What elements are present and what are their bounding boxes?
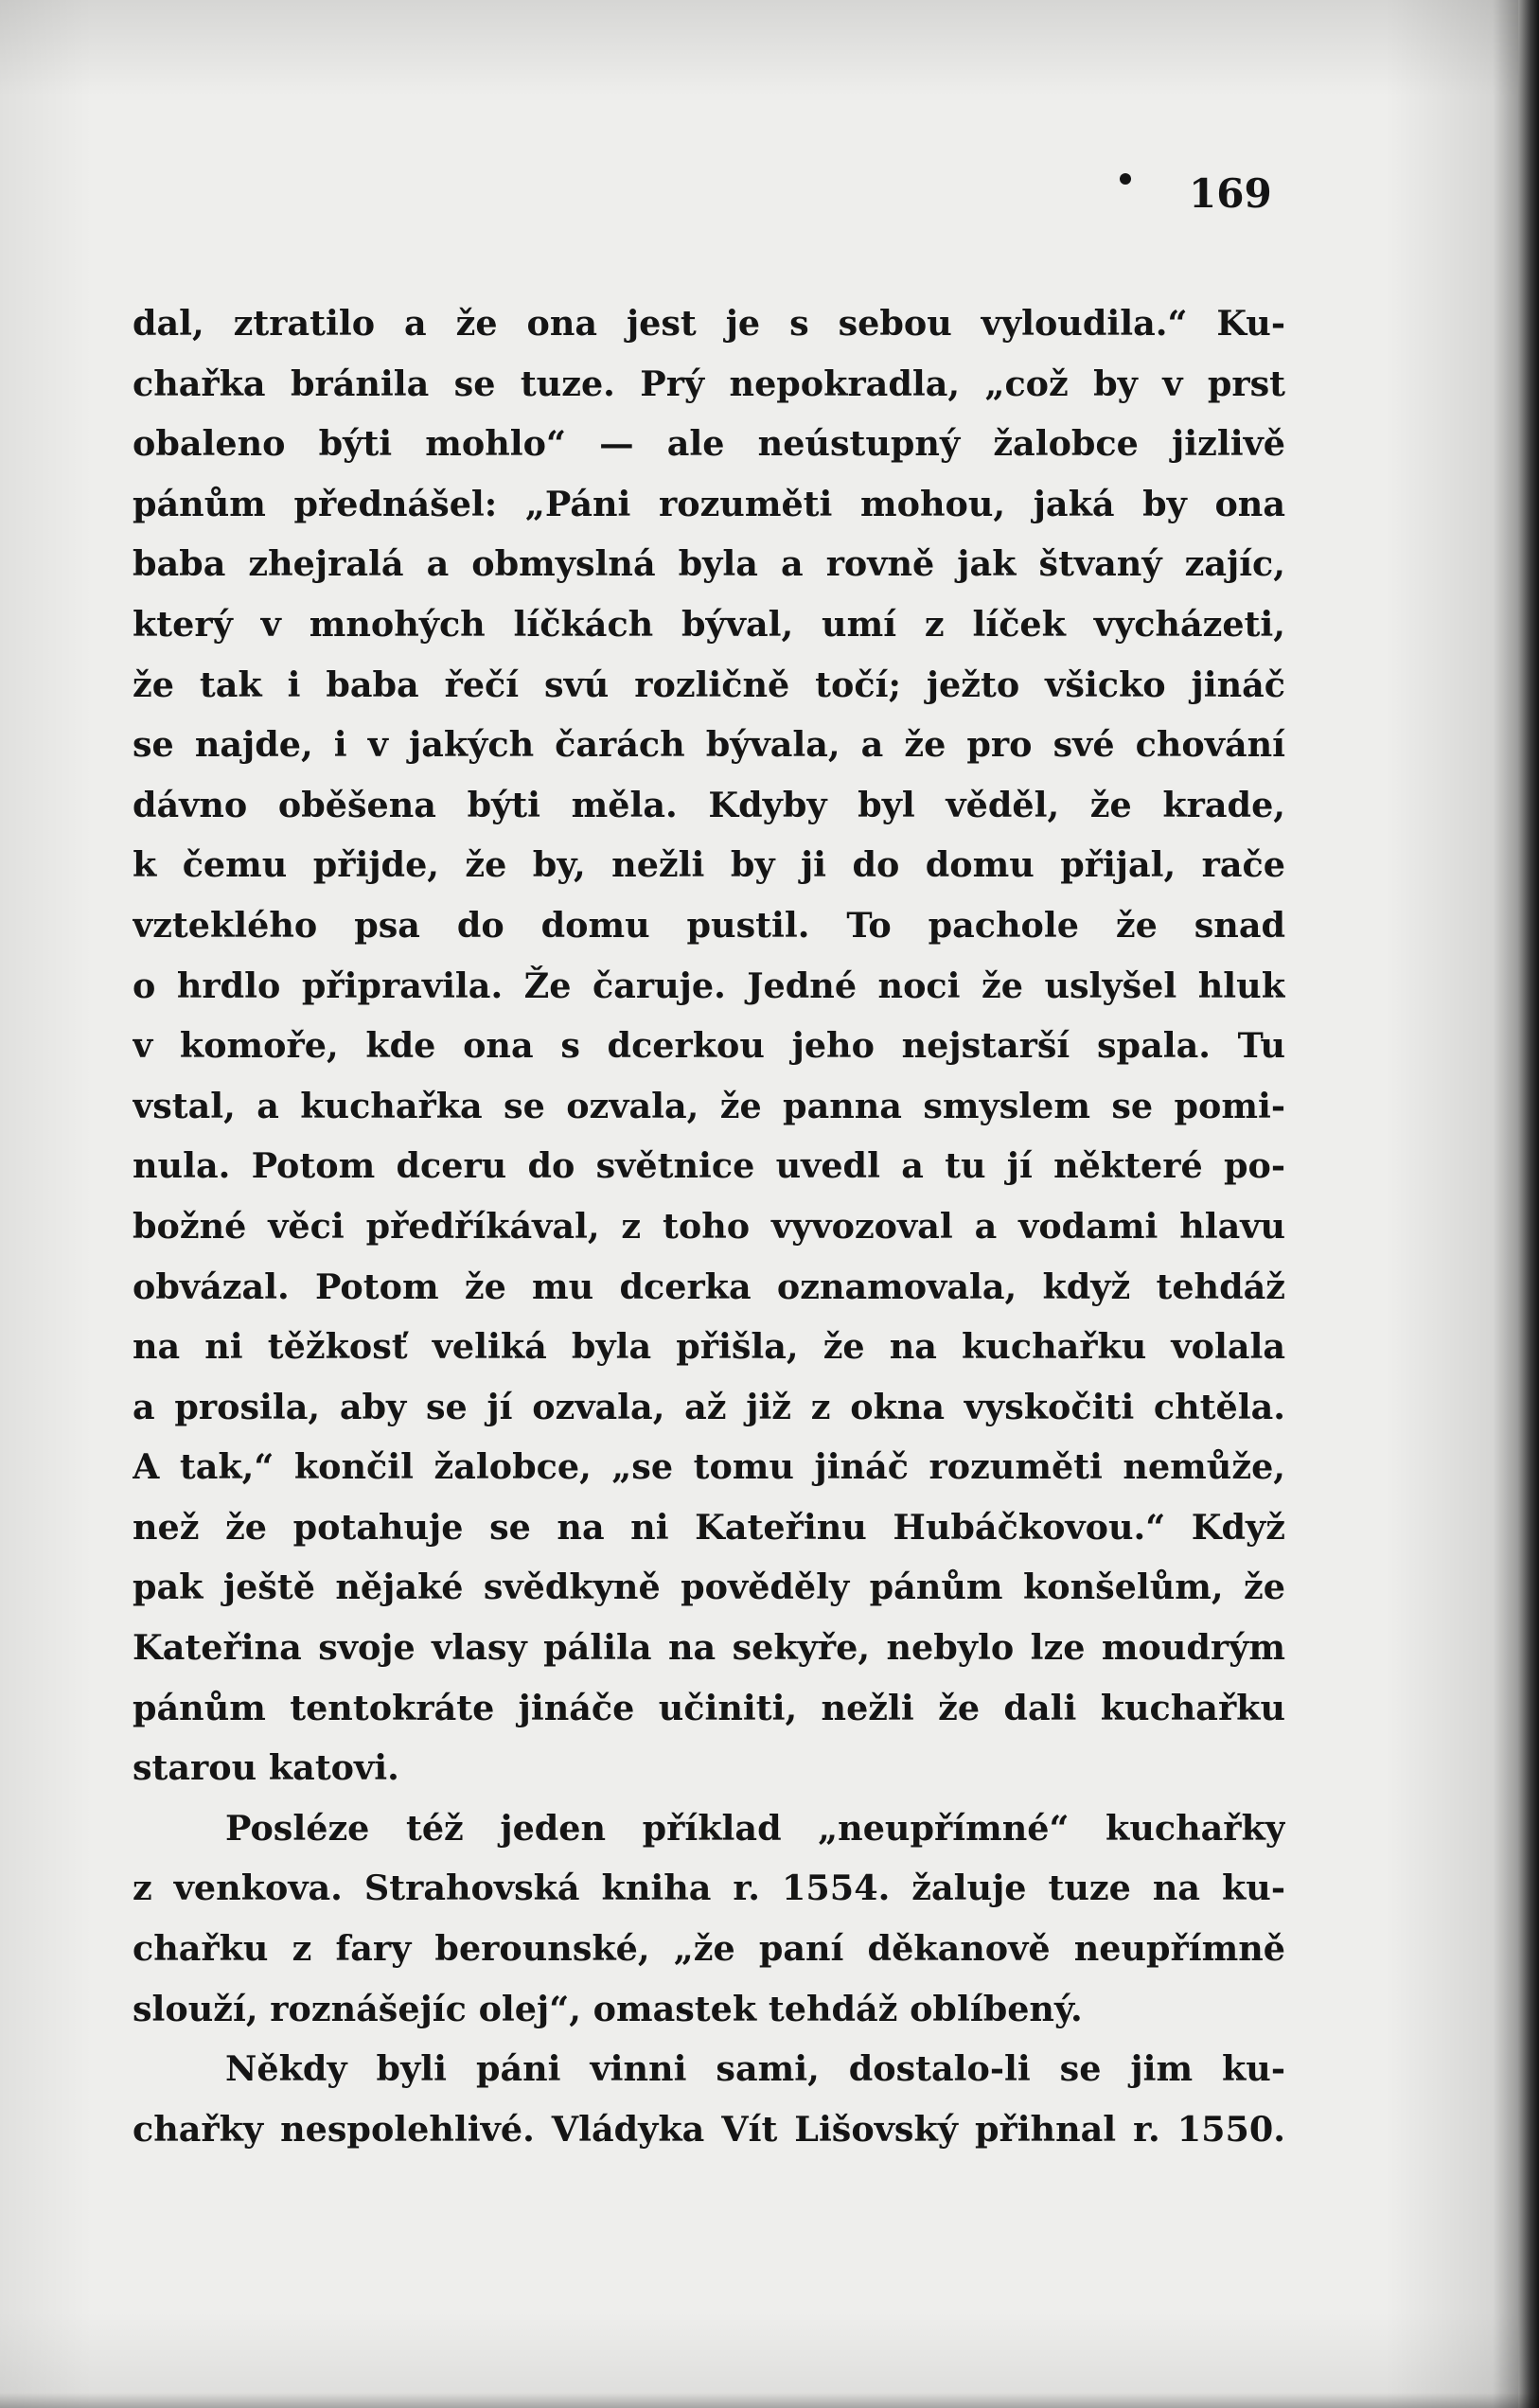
text-line: Někdy byli páni vinni sami, dostalo-li se jim ku- xyxy=(225,2048,1285,2090)
text-line: se najde, i v jakých čarách bývala, a že pro své chování xyxy=(133,724,1285,766)
text-line: chařka bránila se tuze. Prý nepokradla, „což by v prst xyxy=(133,363,1285,404)
text-line: A tak,“ končil žalobce, „se tomu jináč rozuměti nemůže, xyxy=(133,1446,1285,1488)
text-line: který v mnohých líčkách býval, umí z líček vycházeti, xyxy=(133,603,1285,645)
text-line: v komoře, kde ona s dcerkou jeho nejstarší spala. Tu xyxy=(133,1025,1285,1067)
text-line: vstal, a kuchařka se ozvala, že panna smyslem se pomi- xyxy=(133,1085,1285,1126)
text-line: k čemu přijde, že by, nežli by ji do domu přijal, rače xyxy=(133,844,1285,886)
text-line: pánům přednášel: „Páni rozuměti mohou, jaká by ona xyxy=(133,483,1285,524)
text-line: pak ještě nějaké svědkyně pověděly pánům konšelům, že xyxy=(133,1567,1285,1608)
text-line: a prosila, aby se jí ozvala, až již z okna vyskočiti chtěla. xyxy=(133,1386,1285,1427)
text-line: o hrdlo připravila. Že čaruje. Jedné noci že uslyšel hluk xyxy=(133,965,1285,1006)
text-line: než že potahuje se na ni Kateřinu Hubáčkovou.“ Když xyxy=(133,1506,1285,1548)
text-line: baba zhejralá a obmyslná byla a rovně jak štvaný zajíc, xyxy=(133,543,1285,585)
text-line: vzteklého psa do domu pustil. To pachole že snad xyxy=(133,904,1285,946)
text-line: Posléze též jeden příklad „neupřímné“ kuchařky xyxy=(225,1807,1285,1849)
text-line: že tak i baba řečí svú rozličně točí; ježto všicko jináč xyxy=(133,664,1285,705)
text-line: chařku z fary berounské, „že paní děkanově neupřímně xyxy=(133,1928,1285,1970)
body-text xyxy=(133,293,1285,2159)
text-line: starou katovi. xyxy=(133,1747,399,1789)
text-line: slouží, roznášejíc olej“, omastek tehdáž oblíbený. xyxy=(133,1988,1083,2029)
text-line: z venkova. Strahovská kniha r. 1554. žaluje tuze na ku- xyxy=(133,1868,1285,1909)
text-line: Kateřina svoje vlasy pálila na sekyře, nebylo lze moudrým xyxy=(133,1627,1285,1669)
text-line: dal, ztratilo a že ona jest je s sebou vyloudila.“ Ku- xyxy=(133,303,1285,344)
text-line: na ni těžkosť veliká byla přišla, že na kuchařku volala xyxy=(133,1326,1285,1368)
text-line: dávno oběšena býti měla. Kdyby byl věděl, že krade, xyxy=(133,784,1285,825)
text-line: pánům tentokráte jináče učiniti, nežli že dali kuchařku xyxy=(133,1687,1285,1728)
text-line: chařky nespolehlivé. Vládyka Vít Lišovský přihnal r. 1550. xyxy=(133,2108,1285,2150)
header-dot-mark xyxy=(1120,173,1131,185)
page-number: 169 xyxy=(1189,170,1272,217)
text-line: nula. Potom dceru do světnice uvedl a tu jí některé po- xyxy=(133,1145,1285,1187)
text-line: obvázal. Potom že mu dcerka oznamovala, když tehdáž xyxy=(133,1266,1285,1307)
page-bottom-shadow xyxy=(0,2393,1539,2408)
page-edge-shadow xyxy=(1518,0,1539,2408)
text-line: obaleno býti mohlo“ — ale neústupný žalobce jizlivě xyxy=(133,423,1285,465)
text-line: božné věci předříkával, z toho vyvozoval a vodami hlavu xyxy=(133,1205,1285,1247)
